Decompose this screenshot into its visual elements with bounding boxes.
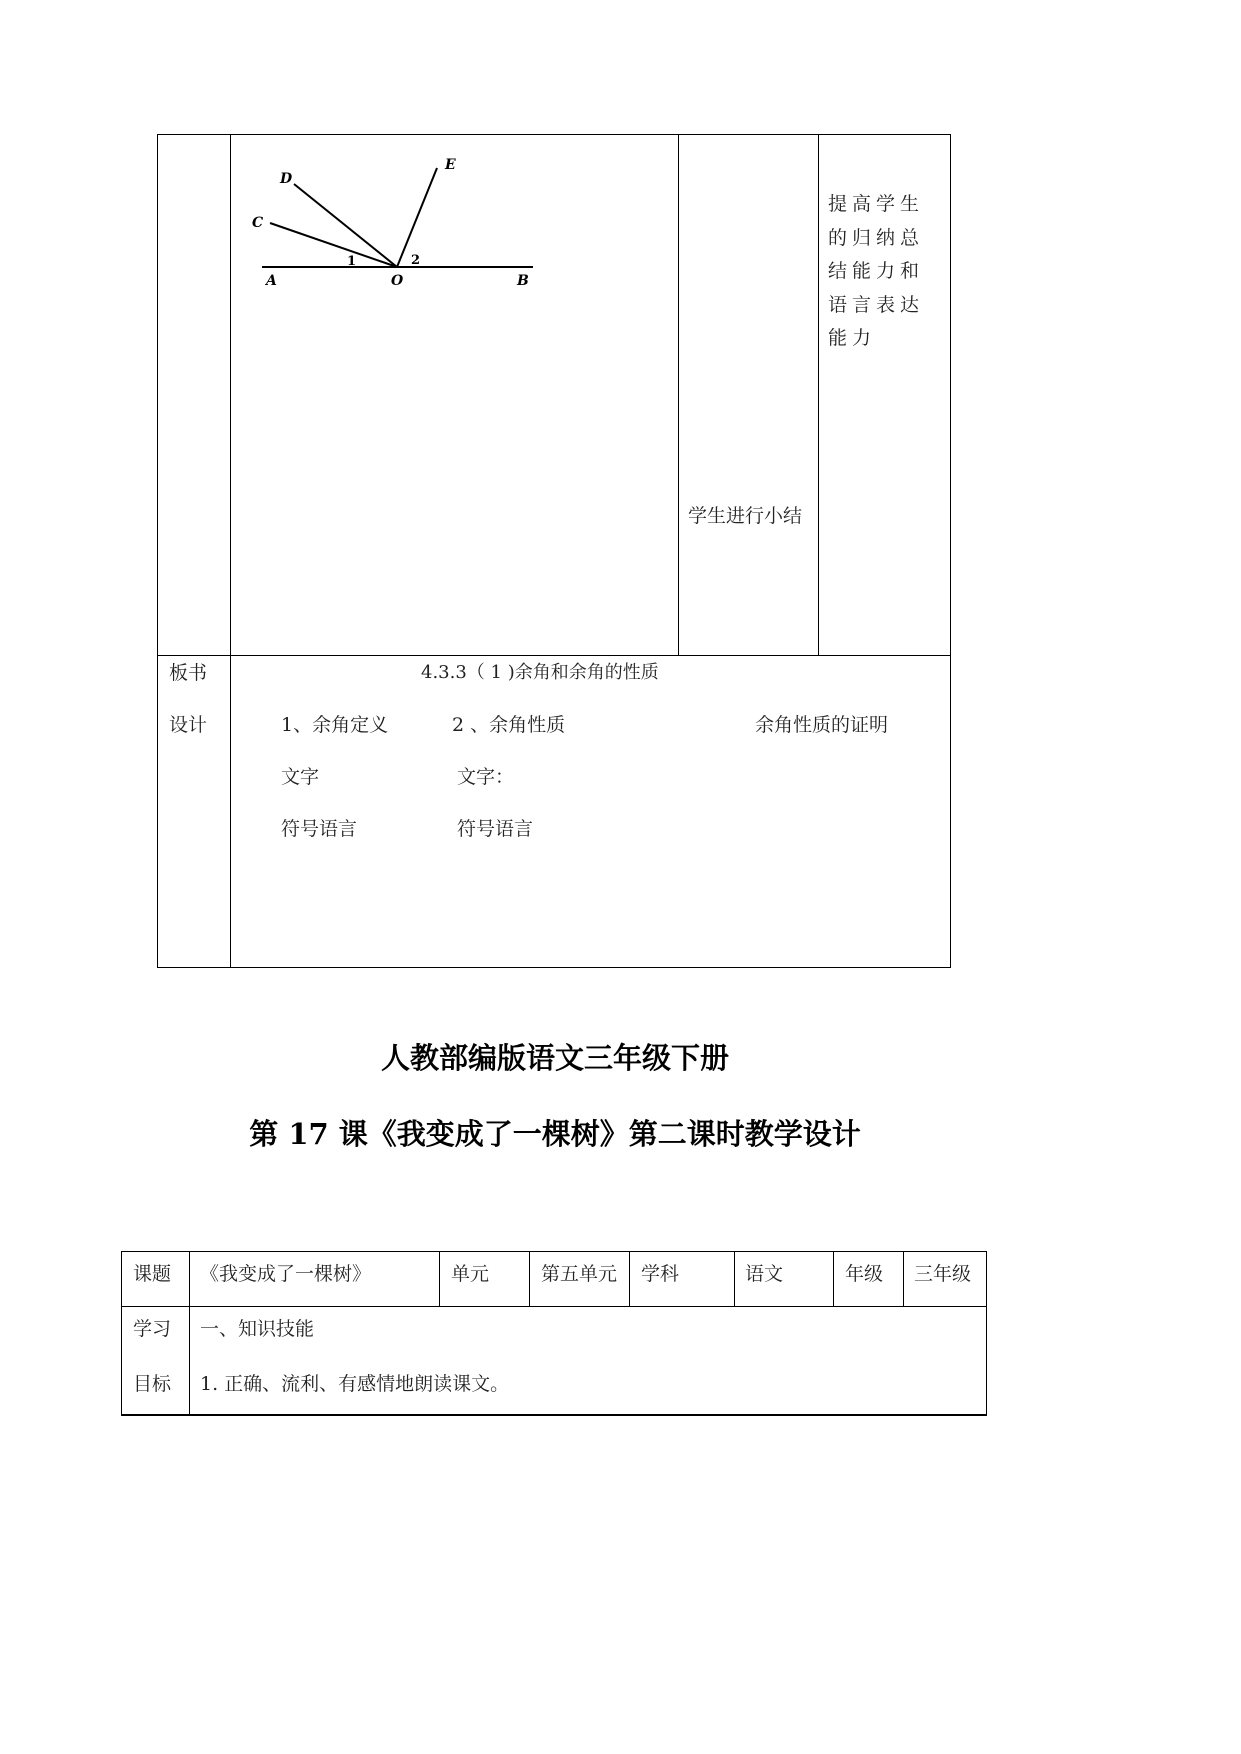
ray-oc xyxy=(270,223,397,267)
label-c: C xyxy=(252,215,264,231)
topic-label: 课题 xyxy=(133,1263,172,1285)
label-angle-1: 1 xyxy=(347,254,357,269)
unit-label: 单元 xyxy=(451,1263,490,1285)
goals-item-1: 1. 正确、流利、有感情地朗读课文。 xyxy=(200,1373,510,1395)
design-intent-text: 提高学生的归纳总结能力和语言表达能力 xyxy=(828,193,925,350)
board-col2-item2: 符号语言 xyxy=(457,818,534,840)
board-col3-title: 余角性质的证明 xyxy=(755,714,889,736)
label-o: O xyxy=(391,273,404,289)
label-e: E xyxy=(445,157,456,173)
label-angle-2: 2 xyxy=(411,253,421,268)
board-design-label-2: 设计 xyxy=(169,714,208,736)
student-activity-text: 学生进行小结 xyxy=(688,505,803,527)
board-design-label-1: 板书 xyxy=(169,662,208,684)
subject-label: 学科 xyxy=(641,1263,680,1285)
grade-label: 年级 xyxy=(845,1263,884,1285)
board-col1-item1: 文字 xyxy=(281,766,320,788)
topic-value: 《我变成了一棵树》 xyxy=(200,1263,372,1285)
board-heading: 4.3.3（ 1 )余角和余角的性质 xyxy=(421,662,659,683)
goals-label-1: 学习 xyxy=(133,1318,172,1340)
goals-heading: 一、知识技能 xyxy=(200,1318,315,1340)
document-title-line1: 人教部编版语文三年级下册 xyxy=(380,1041,729,1075)
unit-value: 第五单元 xyxy=(541,1263,618,1285)
board-col1-item2: 符号语言 xyxy=(281,818,358,840)
document-title-line2: 第 17 课《我变成了一棵树》第二课时教学设计 xyxy=(249,1117,861,1151)
label-a: A xyxy=(266,273,277,289)
board-col2-item1: 文字： xyxy=(457,766,515,788)
board-col2-title: 2 、余角性质 xyxy=(452,714,566,736)
subject-value: 语文 xyxy=(745,1263,784,1285)
angle-diagram xyxy=(240,150,550,300)
ray-od xyxy=(294,184,397,267)
label-b: B xyxy=(517,273,529,289)
label-d: D xyxy=(280,171,293,187)
goals-label-2: 目标 xyxy=(133,1373,172,1395)
grade-value: 三年级 xyxy=(914,1263,972,1285)
board-col1-title: 1、余角定义 xyxy=(281,714,389,736)
